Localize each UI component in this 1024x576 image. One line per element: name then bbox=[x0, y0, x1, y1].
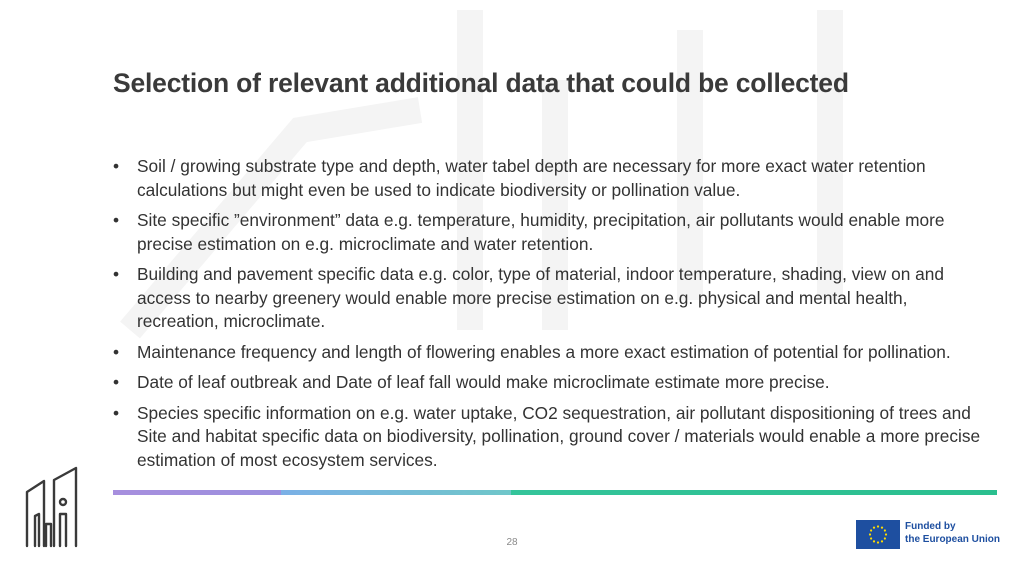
bullet-symbol: • bbox=[113, 402, 120, 423]
bullet-list bbox=[113, 155, 983, 479]
bullet-symbol: • bbox=[113, 341, 120, 362]
bullet-text: Maintenance frequency and length of flowering enables a more exact estimation of potential for pollination. bbox=[137, 341, 951, 362]
bullet-item bbox=[113, 371, 983, 395]
bullet-item bbox=[113, 263, 983, 334]
bullet-item bbox=[113, 402, 983, 473]
bullet-text: Building and pavement specific data e.g. color, type of material, indoor temperature, shading, view on and access to nearby greenery would enable more precise estimation on e.g. physical and mental health, recreation, microclimate. bbox=[137, 264, 944, 331]
bullet-symbol: • bbox=[113, 264, 120, 284]
funding-line-2: the European Union bbox=[905, 533, 1000, 545]
bullet-text: Date of leaf outbreak and Date of leaf fall would make microclimate estimate more precise. bbox=[137, 372, 830, 392]
eu-flag-icon bbox=[856, 520, 900, 549]
bullet-symbol: • bbox=[113, 372, 120, 392]
bullet-symbol: • bbox=[113, 156, 120, 176]
bullet-item bbox=[113, 209, 983, 256]
gradient-divider bbox=[113, 490, 997, 495]
bullet-text: Species specific information on e.g. water uptake, CO2 sequestration, air pollutant dispositioning of trees and Site and habitat specific data on biodiversity, pollination, ground cover / materials would enable a more precise estimation of most ecosystem services. bbox=[137, 402, 981, 470]
page-number: 28 bbox=[506, 537, 518, 548]
bullet-item bbox=[113, 155, 983, 202]
bullet-item bbox=[113, 341, 983, 365]
slide-title: Selection of relevant additional data that could be collected bbox=[113, 68, 849, 98]
funding-line-1: Funded by bbox=[905, 521, 956, 532]
eu-funding-label bbox=[905, 521, 1000, 546]
bullet-text: Site specific ”environment” data e.g. temperature, humidity, precipitation, air pollutants would enable more precise estimation on e.g. microclimate and water retention. bbox=[137, 210, 945, 254]
city-buildings-logo-icon bbox=[24, 464, 80, 548]
bullet-symbol: • bbox=[113, 210, 120, 230]
bullet-text: Soil / growing substrate type and depth, water tabel depth are necessary for more exact water retention calculations but might even be used to indicate biodiversity or pollination value. bbox=[137, 156, 926, 200]
